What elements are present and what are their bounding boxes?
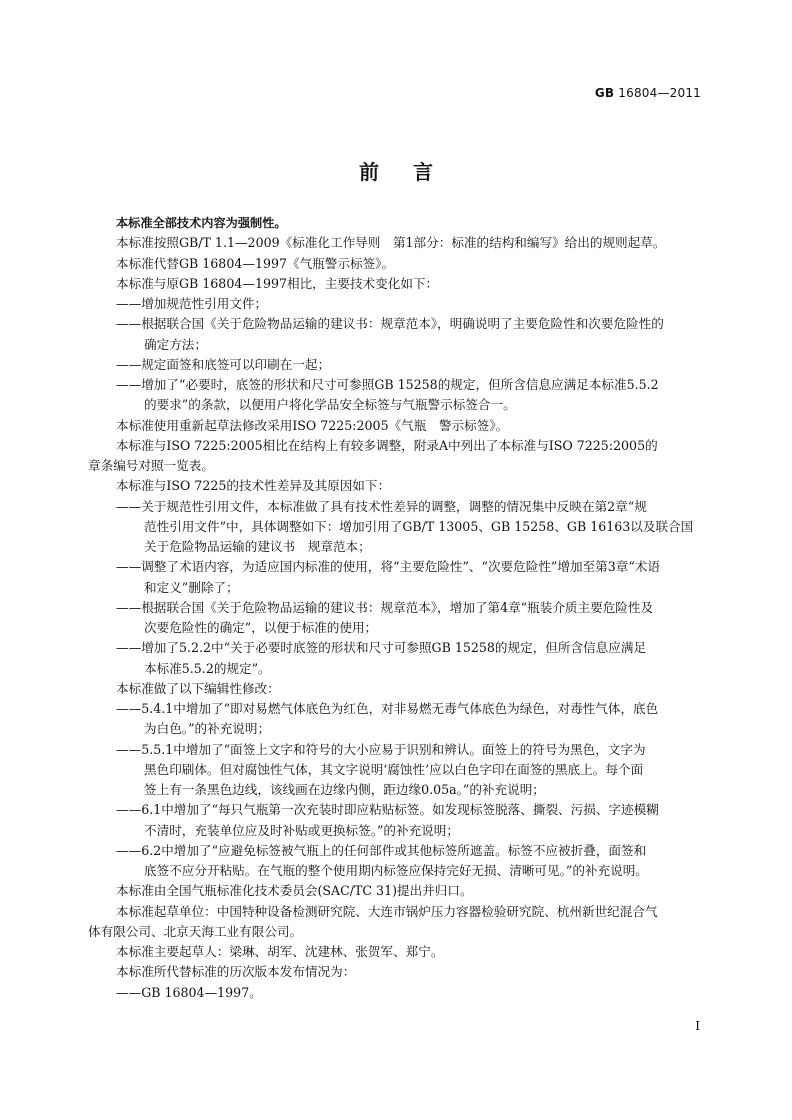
text-line: 关于危险物品运输的建议书 规章范本；	[144, 539, 371, 554]
page-title: 前言	[359, 160, 467, 184]
text-line: 黑色印刷体。但对腐蚀性气体，其文字说明‘腐蚀性’应以白色字印在面签的黑底上。每个面	[144, 761, 644, 777]
text-line: 底签不应分开粘贴。在气瓶的整个使用期内标签应保持完好无损、清晰可见。”的补充说明。	[144, 863, 648, 878]
text-line: 本标准使用重新起草法修改采用ISO 7225:2005《气瓶 警示标签》。	[116, 417, 509, 433]
text-line: ——根据联合国《关于危险物品运输的建议书：规章范本》，明确说明了主要危险性和次要危险性的	[116, 316, 664, 332]
text-line: 本标准主要起草人：梁琳、胡军、沈建林、张贺军、郑宁。	[116, 944, 444, 959]
text-line: 本标准起草单位：中国特种设备检测研究院、大连市锅炉压力容器检验研究院、杭州新世纪混合气	[116, 903, 658, 919]
text-line: 章条编号对照一览表。	[88, 458, 214, 473]
text-line: 本标准全部技术内容为强制性。	[116, 216, 287, 230]
text-line: ——6.2中增加了“应避免标签被气瓶上的任何部件或其他标签所遮盖。标签不应被折叠，面签和	[116, 842, 647, 858]
text-line: ——规定面签和底签可以印刷在一起；	[116, 356, 331, 372]
standard-prefix: GB	[594, 86, 615, 100]
text-line: ——5.5.1中增加了“面签上文字和符号的大小应易于识别和辨认。面签上的符号为黑色，文字为	[116, 741, 646, 757]
text-line: 本标准与ISO 7225:2005相比在结构上有较多调整，附录A中列出了本标准与ISO 7225:2005的	[116, 437, 658, 453]
standard-code	[595, 86, 701, 100]
text-line: 本标准与原GB 16804—1997相比，主要技术变化如下：	[116, 275, 439, 291]
text-line: 本标准5.5.2的规定”。	[144, 660, 271, 676]
text-line: ——6.1中增加了“每只气瓶第一次充装时即应粘贴标签。如发现标签脱落、撕裂、污损、字迹模糊	[116, 802, 659, 818]
text-line: ——增加了5.2.2中“关于必要时底签的形状和尺寸可参照GB 15258的规定，但所含信息应满足	[116, 640, 647, 656]
document-body	[88, 213, 706, 1003]
text-line: 本标准代替GB 16804—1997《气瓶警示标签》。	[116, 255, 395, 271]
text-line: 本标准由全国气瓶标准化技术委员会(SAC/TC 31)提出并归口。	[116, 883, 473, 899]
text-line: ——增加规范性引用文件；	[116, 296, 268, 311]
text-line: ——关于规范性引用文件，本标准做了具有技术性差异的调整，调整的情况集中反映在第2章“规	[116, 498, 647, 514]
text-line: ——根据联合国《关于危险物品运输的建议书：规章范本》，增加了第4章“瓶装介质主要危险性及	[116, 599, 654, 615]
text-line: ——GB 16804—1997。	[116, 984, 262, 1000]
text-line: ——5.4.1中增加了“即对易燃气体底色为红色，对非易燃无毒气体底色为绿色，对毒性气体，底色	[116, 701, 659, 716]
text-line: 范性引用文件”中，具体调整如下：增加引用了GB/T 13005、GB 15258、GB 16163以及联合国	[144, 518, 694, 534]
text-line: 本标准做了以下编辑性修改：	[116, 680, 280, 696]
text-line: 本标准与ISO 7225的技术性差异及其原因如下：	[116, 478, 391, 494]
text-line: 次要危险性的确定”，以便于标准的使用；	[144, 620, 378, 635]
text-line: 本标准按照GB/T 1.1—2009《标准化工作导则 第1部分：标准的结构和编写》给出的规则起草。	[116, 235, 666, 251]
text-line: 体有限公司、北京天海工业有限公司。	[88, 923, 303, 939]
text-line: 本标准所代替标准的历次版本发布情况为：	[116, 964, 356, 980]
text-line: 为白色。”的补充说明；	[144, 721, 271, 737]
text-line: 不清时，充装单位应及时补贴或更换标签。”的补充说明；	[144, 822, 459, 838]
text-line: ——调整了术语内容，为适应国内标准的使用，将“主要危险性”、“次要危险性”增加至第3章“术语	[116, 559, 660, 575]
text-line: 和定义”删除了；	[144, 579, 239, 595]
standard-number: 16804—2011	[618, 86, 701, 100]
text-line: 签上有一条黑色边线，该线画在边缘内侧，距边缘0.05a。”的补充说明；	[144, 782, 545, 797]
page-number: I	[695, 1019, 700, 1033]
text-line: 确定方法；	[144, 336, 207, 352]
text-line: 的要求”的条款，以便用户将化学品安全标签与气瓶警示标签合一。	[144, 397, 516, 413]
text-line: ——增加了“必要时，底签的形状和尺寸可参照GB 15258的规定，但所含信息应满足本标准5.5.2	[116, 377, 659, 392]
